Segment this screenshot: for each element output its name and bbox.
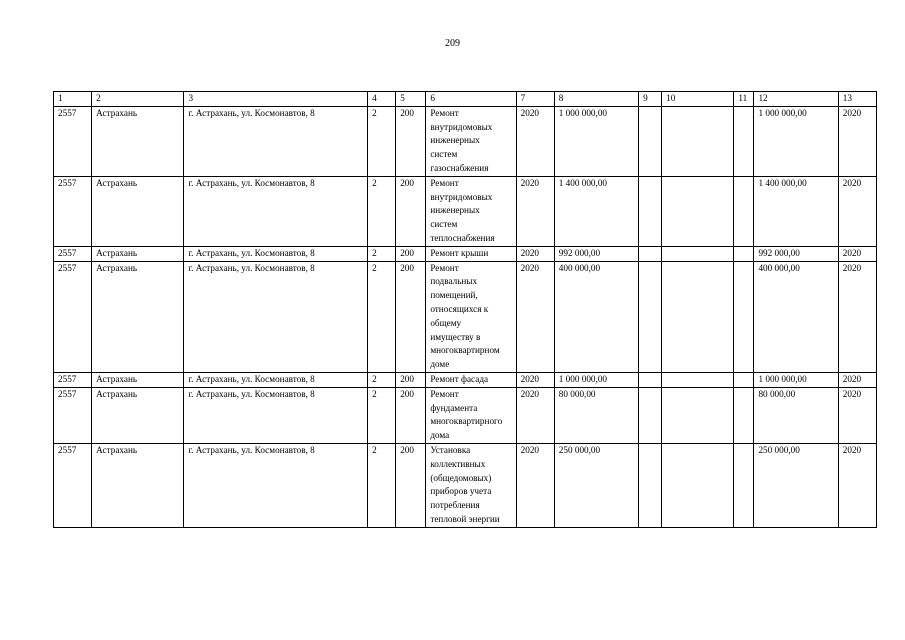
object-number-cell: 2557: [54, 246, 92, 261]
column-header: 4: [368, 92, 396, 107]
work-type-line: коллективных: [430, 458, 486, 469]
col10-cell: [662, 443, 734, 527]
completion-year-cell: 2020: [838, 176, 876, 246]
col4-cell: 2: [368, 106, 396, 176]
municipality-cell: Астрахань: [92, 387, 184, 443]
table-row: [54, 261, 877, 372]
col4-cell: 2: [368, 261, 396, 372]
amount-cell: 1 000 000,00: [554, 372, 638, 387]
column-header: 13: [838, 92, 876, 107]
table-row: [54, 106, 877, 176]
column-header: 8: [554, 92, 638, 107]
work-type-line: Установка: [430, 444, 471, 455]
object-number-cell: 2557: [54, 387, 92, 443]
work-type-line: газоснабжения: [430, 162, 489, 173]
amount-cell: 250 000,00: [554, 443, 638, 527]
year-cell: 2020: [516, 372, 554, 387]
object-number-cell: 2557: [54, 106, 92, 176]
work-type-line: внутридомовых: [430, 121, 493, 132]
work-type-line: фундамента: [430, 402, 478, 413]
col11-cell: [734, 246, 754, 261]
municipality-cell: Астрахань: [92, 443, 184, 527]
column-header: 10: [662, 92, 734, 107]
work-type-cell: [426, 106, 516, 176]
work-type-cell: [426, 261, 516, 372]
year-cell: 2020: [516, 246, 554, 261]
work-type-cell: [426, 443, 516, 527]
col11-cell: [734, 387, 754, 443]
column-header: 7: [516, 92, 554, 107]
municipality-cell: Астрахань: [92, 261, 184, 372]
year-cell: 2020: [516, 106, 554, 176]
col9-cell: [639, 387, 662, 443]
col5-cell: 200: [396, 387, 426, 443]
col5-cell: 200: [396, 176, 426, 246]
completion-year-cell: 2020: [838, 387, 876, 443]
address-cell: г. Астрахань, ул. Космонавтов, 8: [184, 372, 368, 387]
work-type-line: подвальных: [430, 276, 478, 287]
amount-cell: 400 000,00: [554, 261, 638, 372]
col11-cell: [734, 106, 754, 176]
year-cell: 2020: [516, 387, 554, 443]
work-type-line: внутридомовых: [430, 191, 493, 202]
object-number-cell: 2557: [54, 176, 92, 246]
work-type-line: инженерных: [430, 135, 480, 146]
work-type-line: имуществу в: [430, 331, 481, 342]
col4-cell: 2: [368, 246, 396, 261]
col11-cell: [734, 261, 754, 372]
col10-cell: [662, 106, 734, 176]
col4-cell: 2: [368, 176, 396, 246]
work-type-line: потребления: [430, 500, 480, 511]
address-cell: г. Астрахань, ул. Космонавтов, 8: [184, 261, 368, 372]
work-type-line: помещений,: [430, 290, 478, 301]
completion-year-cell: 2020: [838, 246, 876, 261]
col9-cell: [639, 176, 662, 246]
column-header: 9: [639, 92, 662, 107]
completion-year-cell: 2020: [838, 261, 876, 372]
work-type-line: Ремонт крыши: [430, 247, 489, 258]
work-type-line: систем: [430, 219, 458, 230]
address-cell: г. Астрахань, ул. Космонавтов, 8: [184, 106, 368, 176]
col4-cell: 2: [368, 387, 396, 443]
page-number: 209: [445, 38, 460, 49]
work-type-line: (общедомовых): [430, 472, 492, 483]
work-type-line: приборов учета: [430, 486, 492, 497]
year-cell: 2020: [516, 443, 554, 527]
table-row: [54, 372, 877, 387]
total-amount-cell: 250 000,00: [754, 443, 838, 527]
address-cell: г. Астрахань, ул. Космонавтов, 8: [184, 176, 368, 246]
work-type-line: многоквартирном: [430, 345, 500, 356]
work-type-line: относящихся к: [430, 303, 489, 314]
column-header: 2: [92, 92, 184, 107]
work-type-cell: [426, 387, 516, 443]
work-type-cell: [426, 372, 516, 387]
column-header: 5: [396, 92, 426, 107]
amount-cell: 1 000 000,00: [554, 106, 638, 176]
col5-cell: 200: [396, 261, 426, 372]
completion-year-cell: 2020: [838, 106, 876, 176]
work-type-cell: [426, 246, 516, 261]
col5-cell: 200: [396, 106, 426, 176]
work-type-line: Ремонт: [430, 388, 459, 399]
amount-cell: 992 000,00: [554, 246, 638, 261]
table-row: [54, 443, 877, 527]
work-type-line: общему: [430, 317, 462, 328]
col10-cell: [662, 176, 734, 246]
completion-year-cell: 2020: [838, 372, 876, 387]
work-type-line: тепловой энергии: [430, 513, 500, 524]
column-header: 12: [754, 92, 838, 107]
table-row: [54, 176, 877, 246]
address-cell: г. Астрахань, ул. Космонавтов, 8: [184, 443, 368, 527]
column-header: 6: [426, 92, 516, 107]
total-amount-cell: 1 400 000,00: [754, 176, 838, 246]
col5-cell: 200: [396, 443, 426, 527]
total-amount-cell: 400 000,00: [754, 261, 838, 372]
address-cell: г. Астрахань, ул. Космонавтов, 8: [184, 387, 368, 443]
work-type-line: Ремонт: [430, 107, 459, 118]
col5-cell: 200: [396, 372, 426, 387]
col11-cell: [734, 176, 754, 246]
work-type-line: Ремонт фасада: [430, 373, 489, 384]
col10-cell: [662, 246, 734, 261]
municipality-cell: Астрахань: [92, 246, 184, 261]
col5-cell: 200: [396, 246, 426, 261]
object-number-cell: 2557: [54, 443, 92, 527]
repair-program-table: [53, 91, 877, 528]
col11-cell: [734, 372, 754, 387]
col10-cell: [662, 372, 734, 387]
year-cell: 2020: [516, 261, 554, 372]
column-number-row: [54, 92, 877, 107]
amount-cell: 80 000,00: [554, 387, 638, 443]
completion-year-cell: 2020: [838, 443, 876, 527]
work-type-line: многоквартирного: [430, 416, 503, 427]
table-row: [54, 246, 877, 261]
work-type-line: дома: [430, 430, 450, 441]
column-header: 1: [54, 92, 92, 107]
table-body: [54, 92, 877, 528]
col9-cell: [639, 443, 662, 527]
object-number-cell: 2557: [54, 372, 92, 387]
year-cell: 2020: [516, 176, 554, 246]
work-type-line: доме: [430, 359, 450, 370]
col10-cell: [662, 261, 734, 372]
col4-cell: 2: [368, 443, 396, 527]
col9-cell: [639, 372, 662, 387]
col10-cell: [662, 387, 734, 443]
municipality-cell: Астрахань: [92, 106, 184, 176]
col4-cell: 2: [368, 372, 396, 387]
col9-cell: [639, 261, 662, 372]
work-type-cell: [426, 176, 516, 246]
total-amount-cell: 80 000,00: [754, 387, 838, 443]
col9-cell: [639, 106, 662, 176]
amount-cell: 1 400 000,00: [554, 176, 638, 246]
work-type-line: теплоснабжения: [430, 232, 495, 243]
municipality-cell: Астрахань: [92, 372, 184, 387]
municipality-cell: Астрахань: [92, 176, 184, 246]
col9-cell: [639, 246, 662, 261]
column-header: 11: [734, 92, 754, 107]
address-cell: г. Астрахань, ул. Космонавтов, 8: [184, 246, 368, 261]
work-type-line: Ремонт: [430, 177, 459, 188]
table-row: [54, 387, 877, 443]
total-amount-cell: 1 000 000,00: [754, 106, 838, 176]
object-number-cell: 2557: [54, 261, 92, 372]
column-header: 3: [184, 92, 368, 107]
total-amount-cell: 992 000,00: [754, 246, 838, 261]
work-type-line: инженерных: [430, 205, 480, 216]
work-type-line: систем: [430, 149, 458, 160]
col11-cell: [734, 443, 754, 527]
work-type-line: Ремонт: [430, 262, 459, 273]
total-amount-cell: 1 000 000,00: [754, 372, 838, 387]
